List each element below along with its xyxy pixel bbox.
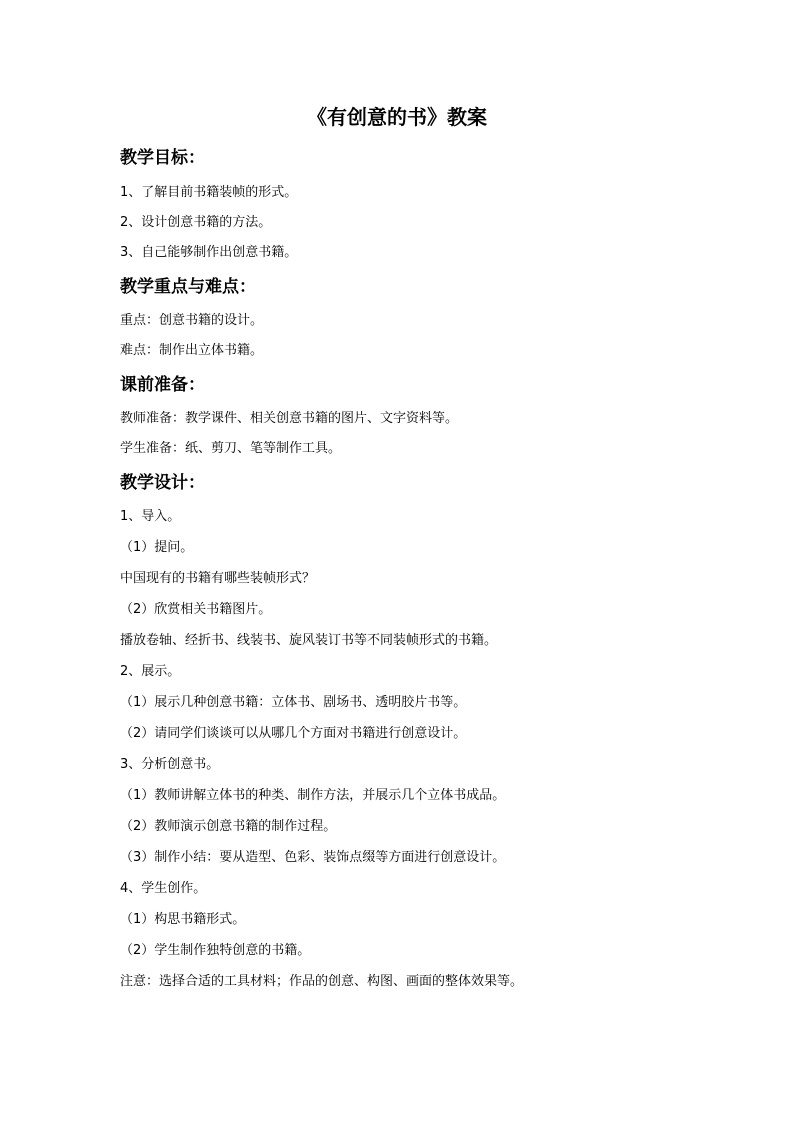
text-line: 难点：制作出立体书籍。 — [120, 343, 264, 358]
text-line: 2、展示。 — [120, 664, 181, 679]
section-heading: 教学设计： — [120, 473, 205, 493]
section-heading: 课前准备： — [120, 375, 205, 395]
text-line: （2）学生制作独特创意的书籍。 — [120, 943, 311, 958]
text-line: 3、分析创意书。 — [120, 757, 220, 772]
text-line: 1、了解目前书籍装帧的形式。 — [120, 185, 298, 200]
text-line: 1、导入。 — [120, 509, 181, 524]
text-line: 4、学生创作。 — [120, 881, 207, 896]
text-line: （1）教师讲解立体书的种类、制作方法，并展示几个立体书成品。 — [120, 788, 506, 803]
document-body — [120, 147, 680, 991]
text-line: （1）构思书籍形式。 — [120, 912, 246, 927]
section-key-points — [120, 276, 680, 360]
text-line: （1）提问。 — [120, 540, 194, 555]
document-title: 《有创意的书》教案 — [307, 105, 487, 129]
section-preparation — [120, 374, 680, 458]
section-heading: 教学目标： — [120, 148, 205, 168]
section-teaching-objectives — [120, 147, 680, 262]
text-line: （2）教师演示创意书籍的制作过程。 — [120, 819, 337, 834]
text-line: 2、设计创意书籍的方法。 — [120, 215, 272, 230]
text-line: （2）欣赏相关书籍图片。 — [120, 602, 272, 617]
text-line: 中国现有的书籍有哪些装帧形式？ — [120, 571, 316, 586]
text-line: 重点：创意书籍的设计。 — [120, 313, 264, 328]
section-heading: 教学重点与难点： — [120, 277, 256, 297]
text-line: 播放卷轴、经折书、线装书、旋风装订书等不同装帧形式的书籍。 — [120, 633, 498, 648]
text-line: 3、自己能够制作出创意书籍。 — [120, 245, 298, 260]
text-line: 注意：选择合适的工具材料；作品的创意、构图、画面的整体效果等。 — [120, 974, 524, 989]
text-line: （3）制作小结：要从造型、色彩、装饰点缀等方面进行创意设计。 — [120, 850, 506, 865]
text-line: 教师准备：教学课件、相关创意书籍的图片、文字资料等。 — [120, 411, 459, 426]
section-teaching-design — [120, 472, 680, 991]
text-line: （1）展示几种创意书籍：立体书、剧场书、透明胶片书等。 — [120, 695, 467, 710]
text-line: 学生准备：纸、剪刀、笔等制作工具。 — [120, 441, 342, 456]
text-line: （2）请同学们谈谈可以从哪几个方面对书籍进行创意设计。 — [120, 726, 467, 741]
